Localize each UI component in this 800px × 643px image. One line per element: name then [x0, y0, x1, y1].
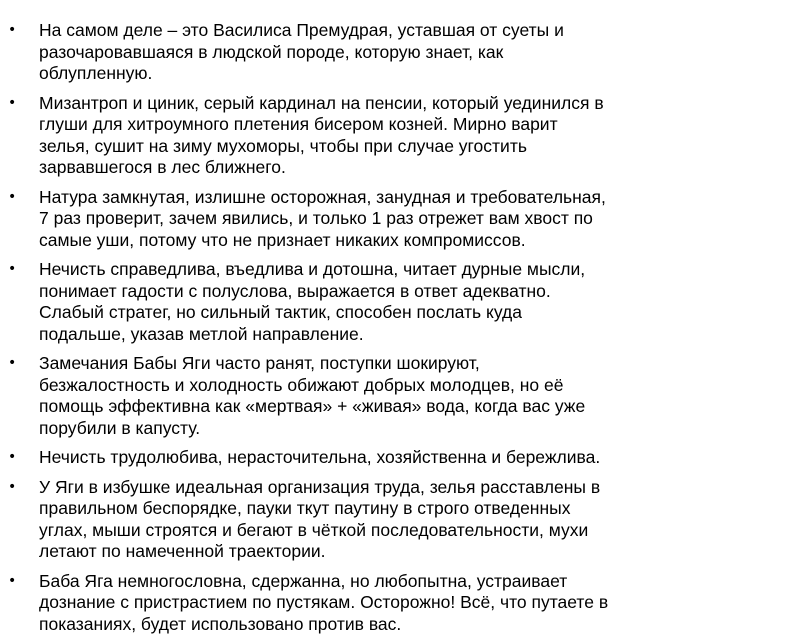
list-item — [8, 571, 778, 636]
bullet-icon: • — [8, 188, 17, 205]
bullet-icon: • — [8, 261, 17, 277]
list-item — [8, 447, 778, 469]
list-item — [8, 477, 778, 563]
paragraph-text: На самом деле – это Василиса Премудрая, уставшая от суеты и разочаровавшаяся в людской породе, которую знает, как облупленную. — [39, 20, 564, 83]
paragraph-text: Нечисть справедлива, въедлива и дотошна, читает дурные мысли, понимает гадости с полуслова, выражается в ответ адекватно. Слабый стратег, но сильный тактик, способен послать куда подальше, указав метлой направление. — [39, 259, 586, 344]
paragraph-text: Натура замкнутая, излишне осторожная, занудная и требовательная, 7 раз проверит, зачем явились, и только 1 раз отрежет вам хвост по самые уши, потому что не признает никаких компромиссов. — [39, 186, 606, 250]
paragraph-text: Нечисть трудолюбива, нерасточительна, хозяйственна и бережлива. — [39, 447, 601, 467]
list-item — [8, 259, 778, 345]
list-item — [8, 353, 778, 439]
paragraph-text: У Яги в избушке идеальная организация труда, зелья расставлены в правильном беспорядке, пауки ткут паутину в строго отведенных углах, мыши строятся и бегают в чёткой последовательности, мухи летают по намеченной траектории. — [39, 476, 601, 561]
bullet-icon: • — [8, 478, 17, 495]
paragraph-text: Замечания Бабы Яги часто ранят, поступки шокируют, безжалостность и холодность обижают добрых молодцев, но её помощь эффективна как «мертвая» + «живая» вода, когда вас уже порубили в капусту. — [39, 353, 586, 438]
list-item — [8, 187, 778, 252]
list-item — [8, 20, 778, 85]
bullet-icon: • — [8, 572, 17, 589]
bullet-icon: • — [8, 22, 17, 38]
paragraph-text: Мизантроп и циник, серый кардинал на пенсии, который уединился в глуши для хитроумного плетения бисером козней. Мирно варит зелья, сушит на зиму мухоморы, чтобы при случае угостить зарвавшегося в лес ближнего. — [39, 92, 604, 177]
paragraph-text: Баба Яга немногословна, сдержанна, но любопытна, устраивает дознание с пристрастием по пустякам. Осторожно! Всё, что путаете в показаниях, будет использовано против вас. — [39, 570, 609, 634]
bullet-icon: • — [8, 94, 17, 111]
bullet-icon: • — [8, 449, 17, 465]
list-item — [8, 93, 778, 179]
bullet-list — [8, 20, 778, 643]
bullet-icon: • — [8, 355, 17, 371]
